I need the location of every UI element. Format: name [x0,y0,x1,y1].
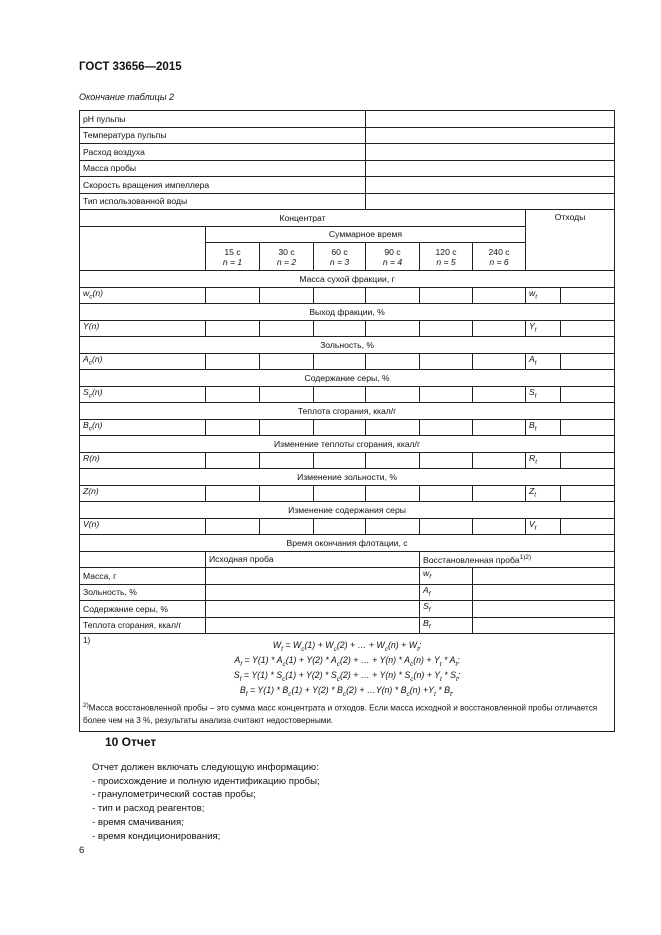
value-cell [561,287,615,304]
table-row [80,353,615,370]
table-row [80,127,615,144]
symbol-sub: t [534,326,537,334]
table-row [80,386,615,403]
table-row [80,419,615,436]
value-cell [206,518,260,535]
table-row [80,320,615,337]
section-title: Изменение теплоты сгорания, ккал/г [80,436,615,453]
sample-symbol [420,617,473,634]
value-cell [314,419,366,436]
value-cell [473,617,615,634]
section-title: Изменение содержания серы [80,502,615,519]
value-cell [366,485,420,502]
value-cell [473,452,526,469]
table-row [80,160,615,177]
symbol-sub: t [534,524,537,532]
restored-label: Восстановленная проба [423,555,520,566]
value-cell [473,568,615,585]
report-line: - гранулометрический состав пробы; [92,789,256,801]
report-line: Отчет должен включать следующую информацию: [92,762,319,773]
table-row [80,584,615,601]
time-head-1 [206,243,260,271]
value-cell [314,386,366,403]
symbol: R [529,452,536,463]
row-symbol [80,518,206,535]
row-symbol [80,485,206,502]
symbol: Z(n) [83,485,99,496]
table-row [80,601,615,618]
symbol: Y(n) [83,320,100,331]
table-row [80,502,615,519]
section-10-body [92,761,320,843]
symbol-sub: c [88,392,92,400]
row-symbol [80,287,206,304]
tail-symbol [526,386,561,403]
value-cell [420,320,473,337]
value-cell [420,485,473,502]
symbol: V [529,518,535,529]
value-cell [366,518,420,535]
value-cell [420,386,473,403]
symbol-tail: (n) [91,419,103,430]
value-cell [561,452,615,469]
value-cell [366,287,420,304]
value-cell [260,452,314,469]
symbol: V(n) [83,518,100,529]
value-cell [420,353,473,370]
sample-label: Зольность, % [80,584,206,601]
symbol: B [529,419,535,430]
symbol: w [529,287,536,298]
param-value [366,127,615,144]
value-cell [206,353,260,370]
time-value: 60 с [331,246,348,257]
tail-symbol [526,287,561,304]
symbol-sub: f [429,574,432,582]
symbol: R(n) [83,452,100,463]
time-head-6 [473,243,526,271]
value-cell [561,419,615,436]
symbol-sub: t [535,293,538,301]
total-time-head: Суммарное время [206,226,526,243]
sample-label: Содержание серы, % [80,601,206,618]
table-row [80,436,615,453]
sample-symbol [420,568,473,585]
value-cell [366,419,420,436]
value-cell [206,617,420,634]
value-cell [561,353,615,370]
value-cell [206,485,260,502]
symbol: w [423,568,430,579]
table-notes [80,634,615,732]
value-cell [561,386,615,403]
tail-symbol [526,419,561,436]
value-cell [561,320,615,337]
value-cell [260,419,314,436]
value-cell [314,287,366,304]
sample-symbol [420,584,473,601]
row-symbol [80,320,206,337]
value-cell [473,601,615,618]
param-label: pH пульпы [80,111,366,128]
symbol-sub: t [534,425,537,433]
symbol-sub: t [534,359,537,367]
time-index: n = 6 [489,256,509,267]
value-cell [473,287,526,304]
value-cell [366,320,420,337]
value-cell [473,320,526,337]
symbol: Y [529,320,535,331]
section-title: Масса сухой фракции, г [80,271,615,288]
param-label: Скорость вращения импеллера [80,177,366,194]
value-cell [366,353,420,370]
value-cell [314,518,366,535]
row-symbol [80,419,206,436]
sample-label: Теплота сгорания, ккал/г [80,617,206,634]
value-cell [260,287,314,304]
table-row [80,551,615,568]
param-label: Расход воздуха [80,144,366,161]
restored-sup: 1)2) [519,554,532,562]
page-number: 6 [79,845,85,856]
param-label: Температура пульпы [80,127,366,144]
footnote-1-mark: 1) [83,636,91,645]
value-cell [206,584,420,601]
symbol: Z [529,485,535,496]
table-row [80,210,615,227]
param-value [366,144,615,161]
sample-symbol [420,601,473,618]
section-title: Теплота сгорания, ккал/г [80,403,615,420]
time-head-3 [314,243,366,271]
value-cell [473,584,615,601]
time-head-4 [366,243,420,271]
initial-sample-head: Исходная проба [206,551,420,568]
value-cell [473,353,526,370]
table-row [80,271,615,288]
symbol-sub: t [534,491,537,499]
time-head-2 [260,243,314,271]
blank-head [80,226,206,271]
tail-symbol [526,320,561,337]
footnote-2-mark: 2) [83,701,89,709]
formula-line: $W_f = W_c(1) + W_c(2)$ + … + $W_c(n) + W_t$; [272,640,422,653]
report-line: - время смачивания; [92,816,184,828]
time-index: n = 4 [382,256,403,267]
table-caption: Окончание таблицы 2 [79,92,174,102]
time-head-5 [420,243,473,271]
value-cell [260,485,314,502]
table-row [80,144,615,161]
symbol-tail: (n) [91,353,103,364]
time-value: 15 с [224,246,241,257]
symbol-sub: f [428,623,431,631]
value-cell [314,485,366,502]
end-time-head: Время окончания флотации, с [80,535,615,552]
param-value [366,177,615,194]
table-row [80,518,615,535]
time-index: n = 5 [436,256,456,267]
time-index: n = 2 [276,256,297,267]
time-value: 240 с [488,246,510,257]
param-value [366,160,615,177]
section-title: Содержание серы, % [80,370,615,387]
table-row [80,304,615,321]
section-10-title: 10 Отчет [105,735,157,749]
table-row [80,370,615,387]
table-row [80,469,615,486]
value-cell [206,568,420,585]
symbol: S [529,386,535,397]
value-cell [260,320,314,337]
symbol: B [83,419,89,430]
symbol-sub: t [534,392,537,400]
value-cell [206,320,260,337]
document-header: ГОСТ 33656—2015 [79,61,182,73]
symbol-sub: f [428,607,431,615]
symbol-tail: (n) [92,287,103,298]
value-cell [473,419,526,436]
value-cell [314,452,366,469]
section-title: Выход фракции, % [80,304,615,321]
table-row [80,634,615,732]
symbol-sub: c [88,425,92,433]
formula-line: $S_f = Y(1) * S_c(1) + Y(2) * S_c(2)$ + … + $Y(n) * S_c(n) + Y_t * S_t$; [233,669,461,683]
table-row [80,177,615,194]
footnote-2 [83,700,611,727]
tail-symbol [526,452,561,469]
concentrate-head: Концентрат [80,210,526,227]
table-row [80,337,615,354]
symbol: B [423,617,429,628]
restored-sample-head [420,551,615,568]
symbol-sub: c [88,359,92,367]
table-row [80,403,615,420]
symbol-tail: (n) [91,386,103,397]
value-cell [473,485,526,502]
tail-symbol [526,353,561,370]
row-symbol [80,452,206,469]
symbol: A [423,584,429,595]
param-value [366,111,615,128]
table-row [80,111,615,128]
value-cell [473,518,526,535]
row-symbol [80,386,206,403]
symbol: S [83,386,89,397]
tailings-head: Отходы [526,210,615,271]
tail-symbol [526,485,561,502]
value-cell [366,386,420,403]
symbol-sub: f [428,590,431,598]
footnote-2-text: Масса восстановленной пробы – это сумма масс концентрата и отходов. Если масса исходной и восстановленной пробы отличается более чем на 3 %, результаты анализа считают недостоверными. [83,703,598,725]
report-line: - время кондиционирования; [92,830,221,842]
time-index: n = 1 [222,256,243,267]
report-line: - происхождение и полную идентификацию пробы; [92,775,320,787]
value-cell [420,452,473,469]
value-cell [314,320,366,337]
symbol-sub: c [89,293,93,301]
param-value [366,193,615,210]
value-cell [206,601,420,618]
value-cell [206,419,260,436]
symbol: w [83,287,90,298]
value-cell [420,518,473,535]
value-cell [314,353,366,370]
table-row [80,617,615,634]
value-cell [366,452,420,469]
value-cell [206,287,260,304]
param-label: Масса пробы [80,160,366,177]
time-index: n = 3 [329,256,350,267]
value-cell [473,386,526,403]
formula-line: $B_f = Y(1) * B_c(1) + Y(2) * B_c(2)$ + …Y(n) * $B_c(n) +Y_t * B_t$. [239,684,455,698]
flotation-table [79,110,615,732]
value-cell [561,518,615,535]
symbol: A [83,353,89,364]
section-title: Зольность, % [80,337,615,354]
formula-line: $A_f = Y(1) * A_c(1) + Y(2) * A_c(2)$ + … + $Y(n) * A_c(n) + Y_t * A_t$; [234,654,460,668]
formulas [83,640,611,700]
value-cell [206,452,260,469]
time-value: 120 с [435,246,457,257]
value-cell [260,353,314,370]
table-row [80,452,615,469]
value-cell [260,518,314,535]
value-cell [561,485,615,502]
table-row [80,568,615,585]
time-value: 90 с [384,246,401,257]
table-row [80,193,615,210]
table-row [80,287,615,304]
symbol-sub: t [535,458,538,466]
table-row [80,535,615,552]
value-cell [206,386,260,403]
sample-label: Масса, г [80,568,206,585]
section-title: Изменение зольности, % [80,469,615,486]
table-row [80,485,615,502]
symbol: S [423,601,429,612]
time-value: 30 с [278,246,295,257]
value-cell [420,419,473,436]
blank-cell [80,551,206,568]
row-symbol [80,353,206,370]
tail-symbol [526,518,561,535]
value-cell [420,287,473,304]
symbol: A [529,353,535,364]
value-cell [260,386,314,403]
param-label: Тип использованной воды [80,193,366,210]
report-line: - тип и расход реагентов; [92,803,205,815]
